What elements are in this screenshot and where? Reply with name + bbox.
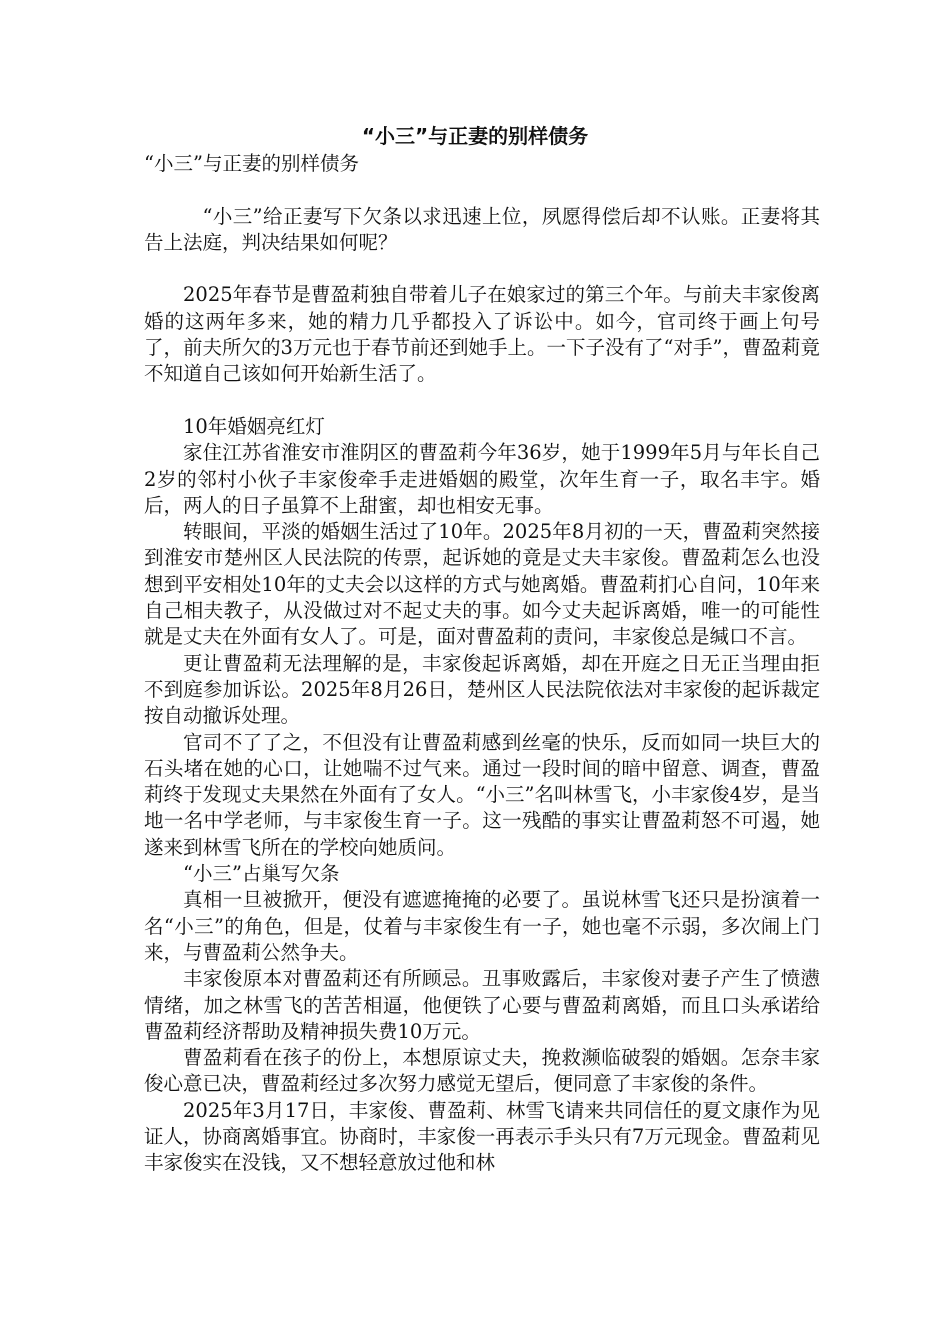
body-paragraph: 转眼间，平淡的婚姻生活过了10年。2025年8月初的一天，曹盈莉突然接到淮安市楚州区人民法院的传票，起诉她的竟是丈夫丰家俊。曹盈莉怎么也没想到平安相处10年的丈夫会以这样的方式与她离婚。曹盈莉扪心自问，10年来自己相夫教子，从没做过对不起丈夫的事。如今丈夫起诉离婚，唯一的可能性就是丈夫在外面有女人了。可是，面对曹盈莉的责问，丰家俊总是缄口不言。 (144, 520, 820, 649)
body-paragraph: 丰家俊原本对曹盈莉还有所顾忌。丑事败露后，丰家俊对妻子产生了愤懑情绪，加之林雪飞的苦苦相逼，他便铁了心要与曹盈莉离婚，而且口头承诺给曹盈莉经济帮助及精神损失费10万元。 (144, 967, 820, 1043)
blank-line (144, 177, 820, 203)
body-paragraph: 曹盈莉看在孩子的份上，本想原谅丈夫，挽救濒临破裂的婚姻。怎奈丰家俊心意已决，曹盈莉经过多次努力感觉无望后，便同意了丰家俊的条件。 (144, 1046, 820, 1096)
body-paragraph: 官司不了了之，不但没有让曹盈莉感到丝毫的快乐，反而如同一块巨大的石头堵在她的心口，让她喘不过气来。通过一段时间的暗中留意、调查，曹盈莉终于发现丈夫果然在外面有了女人。“小三”名叫林雪飞，小丰家俊4岁，是当地一名中学老师，与丰家俊生育一子。这一残酷的事实让曹盈莉怒不可遏，她遂来到林雪飞所在的学校向她质问。 (144, 730, 820, 859)
body-paragraph: 家住江苏省淮安市淮阴区的曹盈莉今年36岁，她于1999年5月与年长自己2岁的邻村小伙子丰家俊牵手走进婚姻的殿堂，次年生育一子，取名丰宇。婚后，两人的日子虽算不上甜蜜，却也相安无事。 (144, 441, 820, 517)
body-paragraph: 更让曹盈莉无法理解的是，丰家俊起诉离婚，却在开庭之日无正当理由拒不到庭参加诉讼。2025年8月26日，楚州区人民法院依法对丰家俊的起诉裁定按自动撤诉处理。 (144, 651, 820, 728)
document-title: “小三”与正妻的别样债务 (361, 124, 589, 148)
section-heading-iou: “小三”占巢写欠条 (183, 862, 340, 886)
blank-line (144, 388, 820, 414)
lead-paragraph: “小三”给正妻写下欠条以求迅速上位，夙愿得偿后却不认账。正妻将其告上法庭，判决结果如何呢？ (144, 204, 820, 254)
blank-line (144, 256, 820, 282)
body-paragraph: 真相一旦被掀开，便没有遮遮掩掩的必要了。虽说林雪飞还只是扮演着一名“小三”的角色，但是，仗着与丰家俊生有一子，她也毫不示弱，多次闹上门来，与曹盈莉公然争夫。 (144, 888, 820, 964)
intro-paragraph: 2025年春节是曹盈莉独自带着儿子在娘家过的第三个年。与前夫丰家俊离婚的这两年多来，她的精力几乎都投入了诉讼中。如今，官司终于画上句号了，前夫所欠的3万元也于春节前还到她手上。一下子没有了“对手”，曹盈莉竟不知道自己该如何开始新生活了。 (144, 283, 820, 386)
section-heading-marriage: 10年婚姻亮红灯 (183, 414, 325, 438)
body-paragraph: 2025年3月17日，丰家俊、曹盈莉、林雪飞请来共同信任的夏文康作为见证人，协商离婚事宜。协商时，丰家俊一再表示手头只有7万元现金。曹盈莉见丰家俊实在没钱，又不想轻意放过他和林 (144, 1098, 820, 1175)
document-body (144, 151, 820, 1177)
subtitle-line: “小三”与正妻的别样债务 (144, 152, 359, 175)
